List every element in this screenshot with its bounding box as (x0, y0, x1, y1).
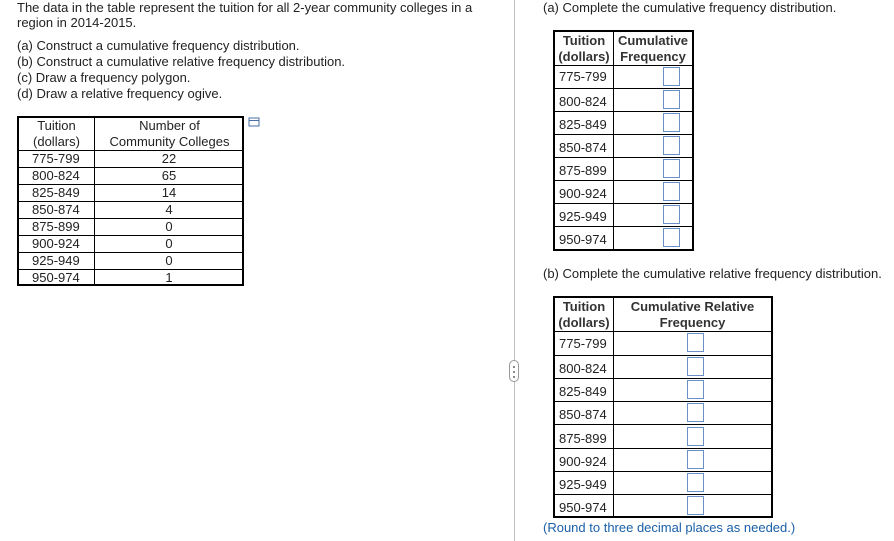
part-c-instruction: (c) Draw a frequency polygon. (17, 70, 191, 85)
table-row (555, 134, 692, 157)
table-row (555, 111, 692, 134)
tuition-range: 950-974 (559, 232, 607, 247)
header-tuition: Tuition (dollars) (33, 118, 80, 149)
cumulative-relative-frequency-input[interactable] (687, 496, 704, 515)
cumulative-frequency-input[interactable] (663, 205, 680, 224)
table-row (555, 226, 692, 249)
table-row (19, 167, 242, 184)
tuition-range: 850-874 (559, 140, 607, 155)
table-row (19, 201, 242, 218)
table-row (19, 218, 242, 235)
cumulative-frequency-table (553, 30, 694, 251)
college-count: 1 (165, 270, 173, 285)
table-row (555, 355, 771, 378)
rounding-note: (Round to three decimal places as needed.) (543, 520, 796, 535)
cumulative-relative-frequency-input[interactable] (687, 427, 704, 446)
header-cumulative-frequency: Cumulative Frequency (617, 33, 689, 64)
tuition-range: 825-849 (32, 185, 80, 200)
college-count: 0 (165, 219, 173, 234)
tuition-range: 850-874 (559, 407, 607, 422)
college-count: 14 (161, 185, 177, 200)
tuition-range: 775-799 (559, 336, 607, 351)
table-row (19, 252, 242, 269)
tuition-range: 900-924 (32, 236, 80, 251)
cumulative-relative-frequency-input[interactable] (687, 357, 704, 376)
cumulative-relative-frequency-input[interactable] (687, 450, 704, 469)
cumulative-frequency-input[interactable] (663, 90, 680, 109)
table-row (555, 471, 771, 494)
tuition-range: 900-924 (559, 186, 607, 201)
cumulative-relative-frequency-input[interactable] (687, 380, 704, 399)
tuition-range: 925-949 (32, 253, 80, 268)
intro-text-line1: The data in the table represent the tuition for all 2-year community colleges in a (17, 0, 473, 15)
header-number-of-colleges: Number of Community Colleges (109, 118, 230, 149)
cumulative-relative-frequency-input[interactable] (687, 333, 704, 352)
part-a-instruction: (a) Construct a cumulative frequency distribution. (17, 38, 300, 53)
table-row (555, 180, 692, 203)
table-row (555, 448, 771, 471)
tuition-range: 925-949 (559, 209, 607, 224)
part-b-instruction: (b) Construct a cumulative relative frequency distribution. (17, 54, 346, 69)
tuition-range: 925-949 (559, 477, 607, 492)
header-tuition: Tuition (dollars) (558, 33, 610, 64)
table-row (555, 401, 771, 424)
header-tuition: Tuition (dollars) (558, 299, 610, 330)
cumulative-relative-frequency-input[interactable] (687, 473, 704, 492)
tuition-range: 950-974 (32, 270, 80, 285)
college-count: 65 (161, 168, 177, 183)
tuition-range: 900-924 (559, 454, 607, 469)
cumulative-frequency-input[interactable] (663, 159, 680, 178)
college-count: 4 (165, 202, 173, 217)
tuition-data-table (17, 116, 244, 286)
table-row (555, 157, 692, 180)
tuition-range: 850-874 (32, 202, 80, 217)
college-count: 0 (165, 236, 173, 251)
cumulative-frequency-input[interactable] (663, 228, 680, 247)
tuition-range: 775-799 (559, 69, 607, 84)
part-a-heading: (a) Complete the cumulative frequency distribution. (543, 0, 837, 15)
cumulative-frequency-input[interactable] (663, 113, 680, 132)
tuition-range: 950-974 (559, 500, 607, 515)
table-row (555, 378, 771, 401)
table-row (19, 184, 242, 201)
tuition-range: 875-899 (559, 431, 607, 446)
table-row (555, 65, 692, 88)
table-row (19, 235, 242, 252)
tuition-range: 825-849 (559, 384, 607, 399)
header-cumulative-relative-frequency: Cumulative Relative Frequency (630, 299, 755, 330)
tuition-range: 875-899 (559, 163, 607, 178)
table-row (555, 203, 692, 226)
tuition-range: 775-799 (32, 151, 80, 166)
intro-text-line2: region in 2014-2015. (17, 15, 137, 30)
tuition-range: 800-824 (559, 361, 607, 376)
college-count: 0 (165, 253, 173, 268)
table-row (555, 424, 771, 448)
divider-drag-handle[interactable] (509, 360, 519, 382)
table-row (19, 150, 242, 167)
table-row (19, 269, 242, 286)
cumulative-frequency-input[interactable] (663, 136, 680, 155)
tuition-range: 800-824 (32, 168, 80, 183)
cumulative-relative-frequency-table (553, 296, 773, 518)
table-row (555, 494, 771, 517)
college-count: 22 (161, 151, 177, 166)
part-b-heading: (b) Complete the cumulative relative frequency distribution. (543, 266, 882, 281)
tuition-range: 800-824 (559, 94, 607, 109)
cumulative-frequency-input[interactable] (663, 182, 680, 201)
table-row (555, 88, 692, 111)
cumulative-relative-frequency-input[interactable] (687, 403, 704, 422)
tuition-range: 825-849 (559, 117, 607, 132)
cumulative-frequency-input[interactable] (663, 67, 680, 86)
tuition-range: 875-899 (32, 219, 80, 234)
panel-divider[interactable] (514, 0, 515, 541)
copy-data-icon[interactable] (248, 117, 260, 127)
table-row (555, 331, 771, 355)
part-d-instruction: (d) Draw a relative frequency ogive. (17, 86, 223, 101)
